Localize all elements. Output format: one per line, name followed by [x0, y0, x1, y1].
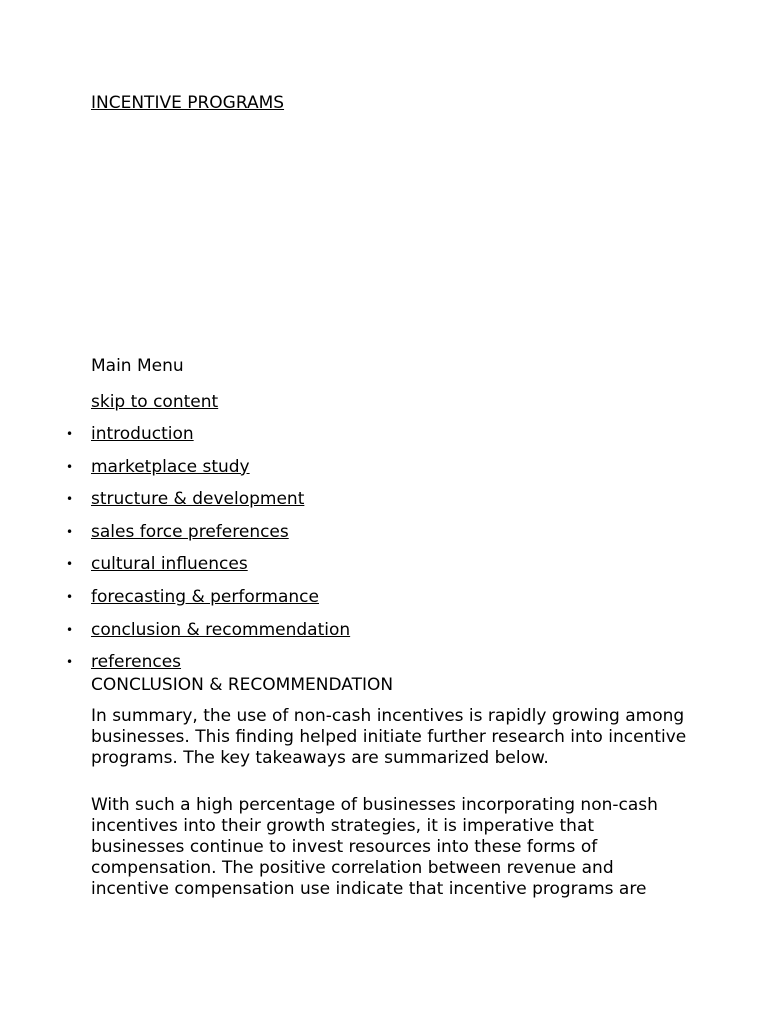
- menu-link-conclusion-recommendation[interactable]: conclusion & recommendation: [91, 619, 351, 640]
- menu-item-references: [66, 652, 350, 673]
- menu-link-sales-force-preferences[interactable]: sales force preferences: [91, 521, 289, 542]
- bullet-icon: •: [66, 655, 74, 670]
- menu-item-introduction: [66, 424, 350, 445]
- site-title-link[interactable]: INCENTIVE PROGRAMS: [91, 93, 285, 113]
- bullet-icon: •: [66, 589, 74, 604]
- menu-item-structure-development: [66, 489, 350, 510]
- bullet-icon: •: [66, 459, 74, 474]
- menu-link-forecasting-performance[interactable]: forecasting & performance: [91, 586, 319, 607]
- menu-link-references[interactable]: references: [91, 652, 182, 673]
- menu-item-cultural-influences: [66, 554, 350, 575]
- bullet-icon: •: [66, 622, 74, 637]
- body-paragraph: With such a high percentage of businesses incorporating non-cash incentives into their growth strategies, it is imperative that businesses continue to invest resources into these forms of compensation. The positive correlation between revenue and incentive compensation use indicate that incentive programs are: [91, 795, 658, 899]
- main-menu-list: [66, 424, 351, 673]
- menu-item-forecasting-performance: [66, 586, 350, 608]
- skip-to-content-link[interactable]: skip to content: [91, 392, 219, 412]
- menu-item-marketplace-study: [66, 456, 350, 478]
- menu-link-marketplace-study[interactable]: marketplace study: [91, 456, 250, 477]
- menu-item-sales-force-preferences: [66, 521, 350, 543]
- bullet-icon: •: [66, 492, 74, 507]
- section-title: CONCLUSION & RECOMMENDATION: [91, 675, 394, 695]
- article-content: [91, 706, 691, 926]
- bullet-icon: •: [66, 427, 74, 441]
- bullet-icon: •: [66, 557, 74, 572]
- main-menu-heading: Main Menu: [91, 356, 184, 376]
- summary-paragraph: In summary, the use of non-cash incentives is rapidly growing among businesses. This finding helped initiate further research into incentive programs. The key takeaways are summarized below.: [91, 706, 687, 768]
- menu-link-cultural-influences[interactable]: cultural influences: [91, 554, 248, 575]
- menu-item-conclusion-recommendation: [66, 619, 351, 641]
- menu-link-introduction[interactable]: introduction: [91, 424, 194, 444]
- menu-link-structure-development[interactable]: structure & development: [91, 489, 305, 510]
- bullet-icon: •: [66, 524, 74, 539]
